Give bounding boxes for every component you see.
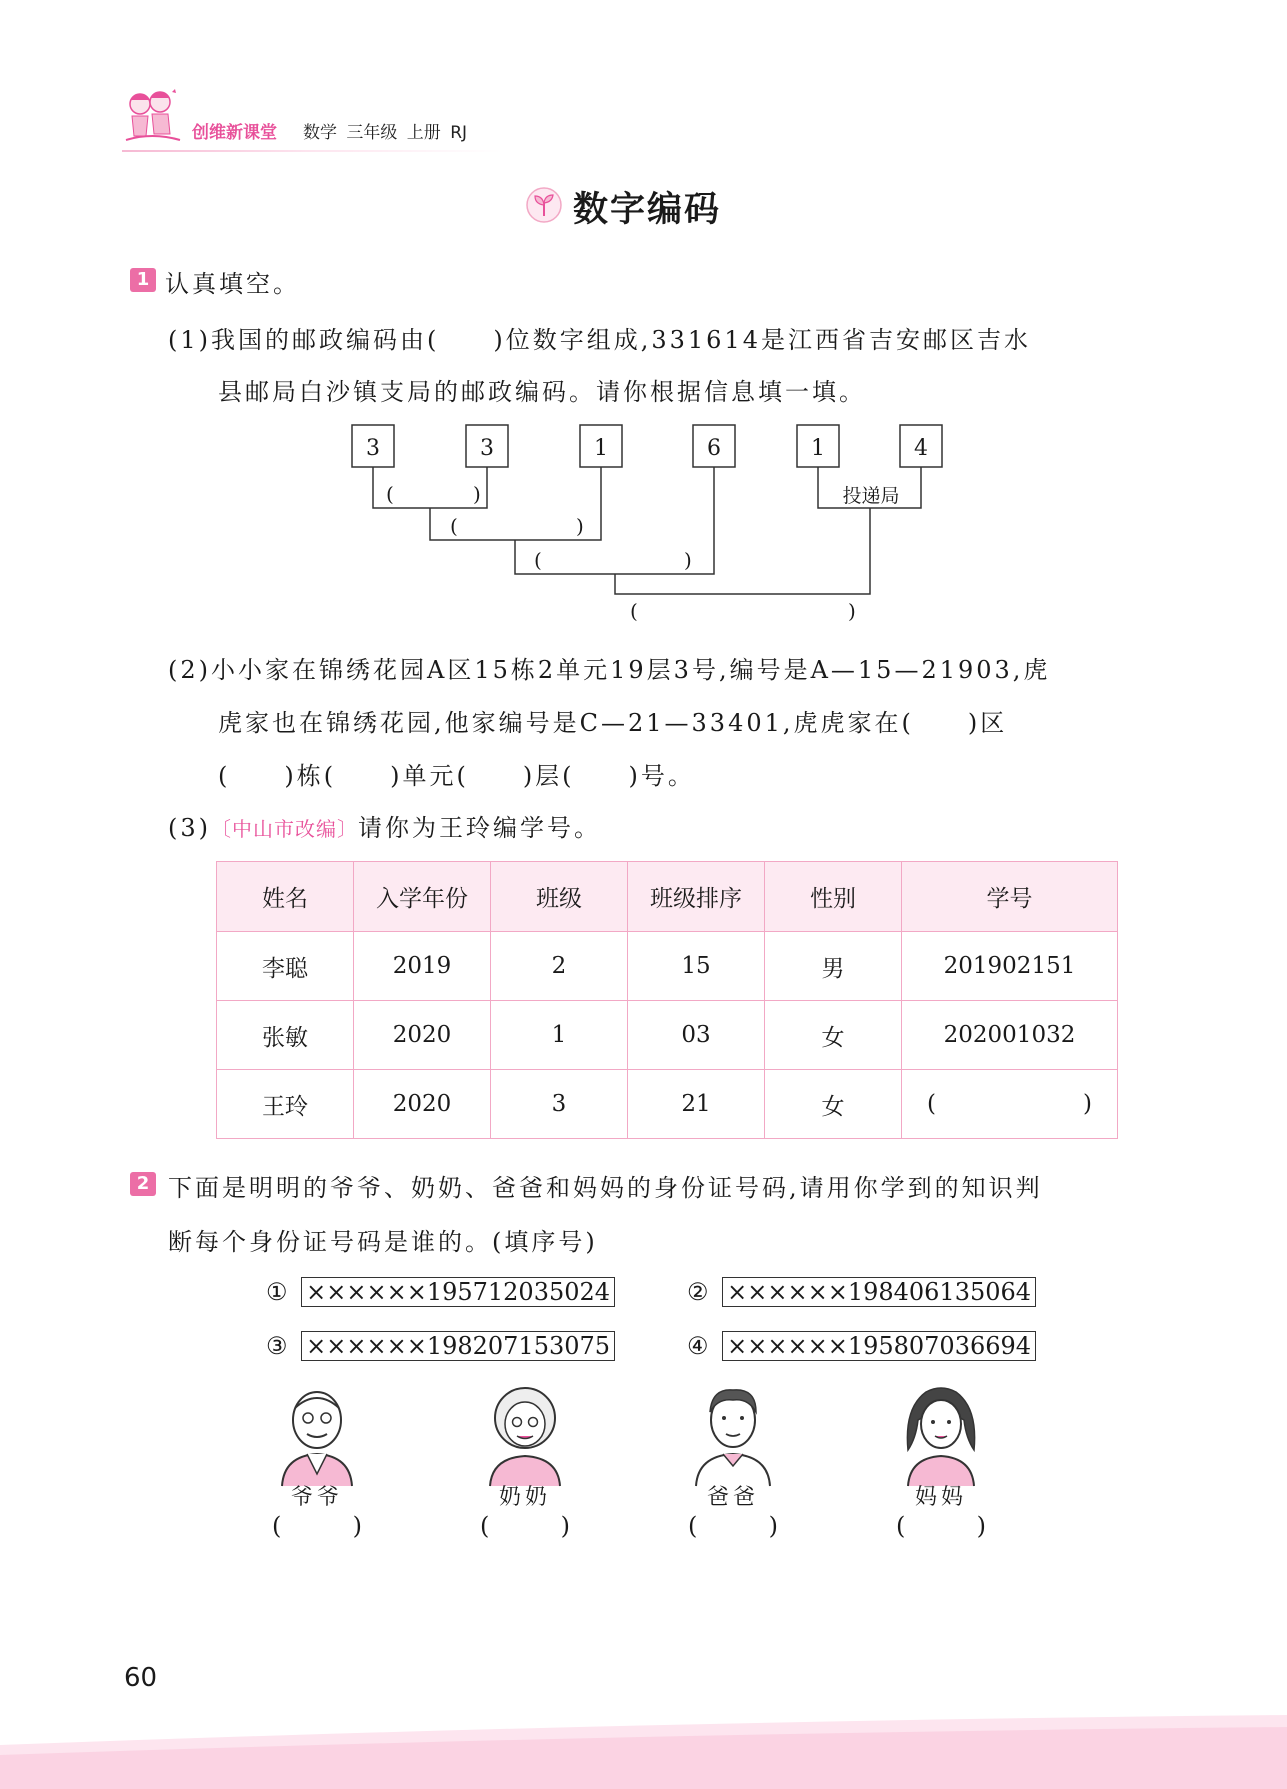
- cell: 201902151: [902, 932, 1118, 1001]
- answer-blank-cell[interactable]: ( ): [902, 1070, 1118, 1139]
- q2-line1: 下面是明明的爷爷、奶奶、爸爸和妈妈的身份证号码,请用你学到的知识判: [168, 1174, 1043, 1202]
- q2-line2: 断每个身份证号码是谁的。(填序号): [168, 1228, 598, 1256]
- postal-code-diagram: [340, 420, 960, 630]
- footer-band: [0, 1715, 1287, 1789]
- svg-text:(: (: [630, 599, 638, 623]
- digit-3: 1: [594, 436, 608, 461]
- svg-text:): ): [473, 482, 481, 506]
- id-card-4: [687, 1331, 1036, 1361]
- digit-6: 4: [914, 436, 928, 461]
- header-year: 入学年份: [354, 862, 491, 932]
- id-number: ××××××195712035024: [301, 1277, 615, 1307]
- svg-text:): ): [576, 514, 584, 538]
- q1-part2-line1: (2)小小家在锦绣花园A区15栋2单元19层3号,编号是A—15—21903,虎: [168, 656, 1051, 684]
- question-number-1: 1: [130, 268, 156, 292]
- svg-text:(: (: [386, 482, 394, 506]
- id-mark: ③: [266, 1332, 291, 1360]
- book-info: 数学 三年级 上册 RJ: [303, 123, 468, 143]
- mom-icon: [886, 1378, 996, 1488]
- digit-1: 3: [366, 436, 380, 461]
- person-label-grandpa: 爷爷: [290, 1485, 343, 1510]
- id-card-2: [687, 1277, 1036, 1307]
- answer-blank-mom[interactable]: ( ): [896, 1512, 986, 1540]
- svg-text:(: (: [450, 514, 458, 538]
- header-name: 姓名: [217, 862, 354, 932]
- id-number: ××××××195807036694: [722, 1331, 1036, 1361]
- cell: 2020: [354, 1070, 491, 1139]
- table-row: [217, 1001, 1118, 1070]
- header-gender: 性别: [765, 862, 902, 932]
- id-card-3: [266, 1331, 615, 1361]
- sprout-icon: [525, 186, 563, 224]
- table-row: [217, 932, 1118, 1001]
- cell: 1: [491, 1001, 628, 1070]
- cell: 女: [765, 1070, 902, 1139]
- grandma-icon: [470, 1378, 580, 1488]
- person-label-grandma: 奶奶: [498, 1485, 551, 1510]
- cell: 女: [765, 1001, 902, 1070]
- id-card-1: [266, 1277, 615, 1307]
- id-mark: ②: [687, 1278, 712, 1306]
- cell: 202001032: [902, 1001, 1118, 1070]
- answer-blank-grandpa[interactable]: ( ): [272, 1512, 362, 1540]
- q1-part1-line2: 县邮局白沙镇支局的邮政编码。请你根据信息填一填。: [218, 378, 866, 406]
- digit-4: 6: [707, 436, 721, 461]
- q1-part1-line1: (1)我国的邮政编码由( )位数字组成,331614是江西省吉安邮区吉水: [168, 326, 1031, 354]
- id-mark: ④: [687, 1332, 712, 1360]
- header-order: 班级排序: [628, 862, 765, 932]
- digit-5: 1: [811, 436, 825, 461]
- cell: 03: [628, 1001, 765, 1070]
- header-student-id: 学号: [902, 862, 1118, 932]
- svg-text:): ): [684, 548, 692, 572]
- kids-logo-icon: [122, 88, 182, 150]
- q1-part3-text: 请你为王玲编学号。: [358, 814, 601, 842]
- id-mark: ①: [266, 1278, 291, 1306]
- id-number: ××××××198207153075: [301, 1331, 615, 1361]
- header-divider: [122, 150, 502, 152]
- student-id-table: [216, 861, 1117, 1131]
- cell: 3: [491, 1070, 628, 1139]
- svg-text:(: (: [534, 548, 542, 572]
- q1-instruction: 认真填空。: [165, 270, 300, 298]
- table-header-row: [217, 862, 1118, 932]
- page-number: 60: [124, 1663, 158, 1693]
- person-label-dad: 爸爸: [706, 1485, 759, 1510]
- grandpa-icon: [262, 1378, 372, 1488]
- cell: 王玲: [217, 1070, 354, 1139]
- brand-name: 创维新课堂: [192, 123, 277, 143]
- q1-part2-line3: ( )栋( )单元( )层( )号。: [218, 762, 695, 790]
- digit-2: 3: [480, 436, 494, 461]
- cell: 2: [491, 932, 628, 1001]
- answer-blank-dad[interactable]: ( ): [688, 1512, 778, 1540]
- cell: 2020: [354, 1001, 491, 1070]
- cell: 男: [765, 932, 902, 1001]
- table-row: [217, 1070, 1118, 1139]
- person-label-mom: 妈妈: [914, 1485, 967, 1510]
- page-title: 数字编码: [573, 190, 722, 230]
- cell: 15: [628, 932, 765, 1001]
- cell: 李聪: [217, 932, 354, 1001]
- header-class: 班级: [491, 862, 628, 932]
- dad-icon: [678, 1378, 788, 1488]
- post-office-label: 投递局: [842, 485, 900, 507]
- cell: 21: [628, 1070, 765, 1139]
- cell: 张敏: [217, 1001, 354, 1070]
- source-tag: 〔中山市改编〕: [211, 817, 358, 841]
- svg-text:): ): [848, 599, 856, 623]
- cell: 2019: [354, 932, 491, 1001]
- q1-part3-prefix: (3): [168, 814, 211, 842]
- question-number-2: 2: [130, 1172, 156, 1196]
- q1-part2-line2: 虎家也在锦绣花园,他家编号是C—21—33401,虎虎家在( )区: [218, 709, 1008, 737]
- answer-blank-grandma[interactable]: ( ): [480, 1512, 570, 1540]
- q1-part3: [168, 808, 601, 843]
- id-number: ××××××198406135064: [722, 1277, 1036, 1307]
